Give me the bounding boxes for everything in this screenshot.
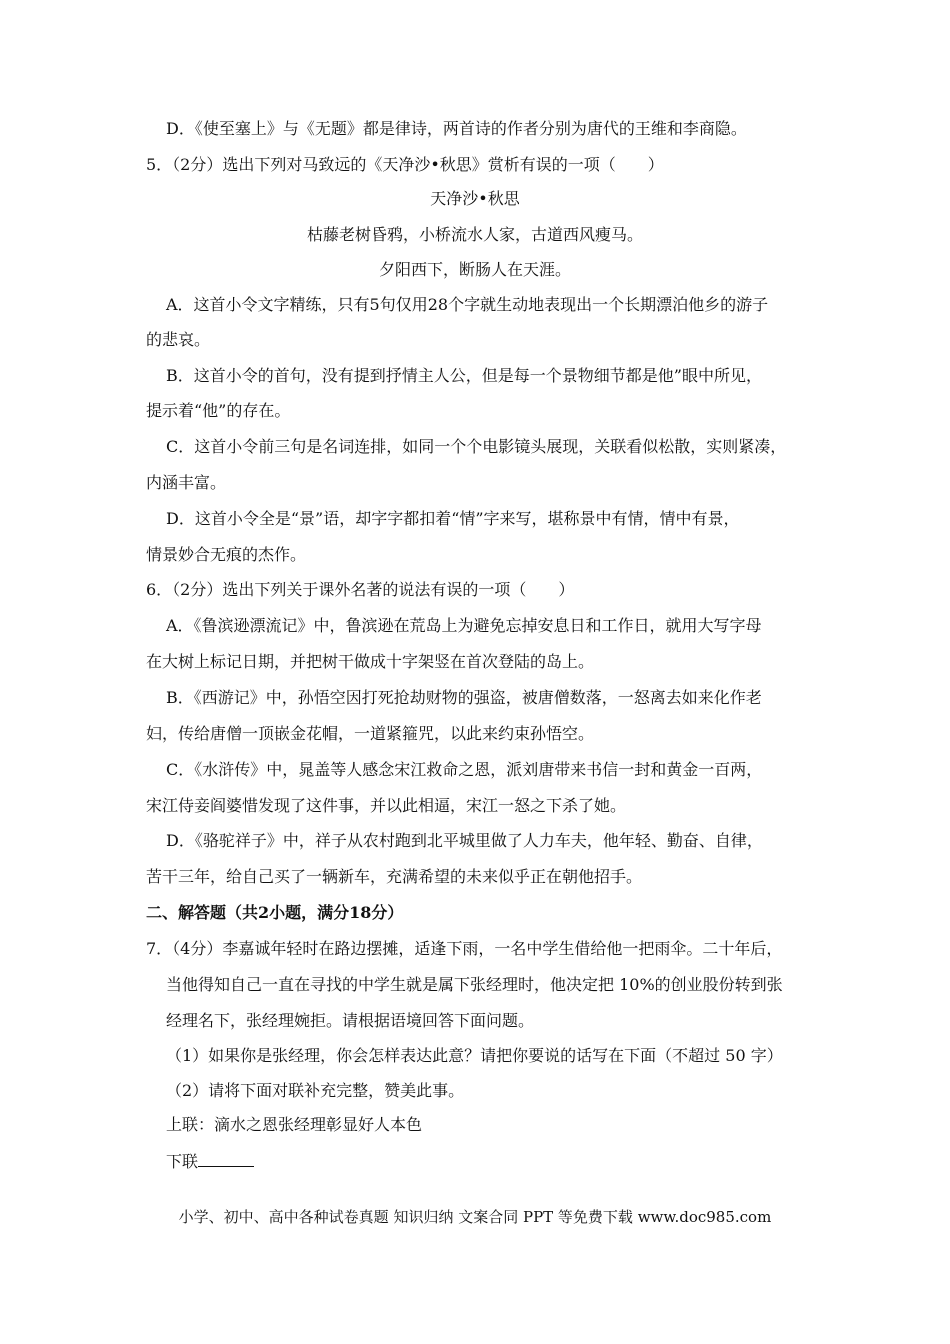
q7-stem-line3: 经理名下，张经理婉拒。请根据语境回答下面问题。 [166,1011,535,1030]
q7-couplet-upper: 上联：滴水之恩张经理彰显好人本色 [166,1115,423,1134]
q6-option-a-line1: A．《鲁滨逊漂流记》中，鲁滨逊在荒岛上为避免忘掉安息日和工作日，就用大写字母 [166,616,762,635]
q5-option-c-line2: 内涵丰富。 [146,473,227,492]
q5-option-a-line2: 的悲哀。 [146,330,211,349]
q5-poem-line1: 枯藤老树昏鸦，小桥流水人家，古道西风瘦马。 [306,225,643,244]
section2-heading: 二、解答题（共2小题，满分18分） [146,903,404,922]
q4-option-d: D．《使至塞上》与《无题》都是律诗，两首诗的作者分别为唐代的王维和李商隐。 [166,119,747,138]
q7-sub2: （2）请将下面对联补充完整，赞美此事。 [166,1081,465,1100]
q7-stem-line1: 7．（4分）李嘉诚年轻时在路边摆摊，适逢下雨，一名中学生借给他一把雨伞。二十年后， [146,939,783,958]
q6-stem: 6．（2分）选出下列关于课外名著的说法有误的一项（ ） [146,580,575,599]
q6-option-b-line1: B．《西游记》中，孙悟空因打死抢劫财物的强盗，被唐僧数落，一怒离去如来化作老 [166,688,762,707]
q5-poem-line2: 夕阳西下，断肠人在天涯。 [378,260,571,279]
q6-option-d-line1: D．《骆驼祥子》中，祥子从农村跑到北平城里做了人力车夫，他年轻、勤奋、自律， [166,831,763,850]
q7-sub1: （1）如果你是张经理，你会怎样表达此意？请把你要说的话写在下面（不超过 50 字） [166,1046,783,1065]
q5-option-b-line2: 提示着“他”的存在。 [146,401,291,420]
page-footer: 小学、初中、高中各种试卷真题 知识归纳 文案合同 PPT 等免费下载 www.doc985.com [178,1208,772,1226]
q5-option-d-line1: D．这首小令全是“景”语，却字字都扣着“情”字来写，堪称景中有情，情中有景， [166,509,740,528]
q6-option-d-line2: 苦干三年，给自己买了一辆新车，充满希望的未来似乎正在朝他招手。 [146,867,643,886]
q5-option-d-line2: 情景妙合无痕的杰作。 [146,545,307,564]
q6-option-a-line2: 在大树上标记日期，并把树干做成十字架竖在首次登陆的岛上。 [146,652,595,671]
q5-stem: 5．（2分）选出下列对马致远的《天净沙•秋思》赏析有误的一项（ ） [146,155,664,174]
q5-option-c-line1: C．这首小令前三句是名词连排，如同一个个电影镜头展现，关联看似松散，实则紧凑， [166,437,787,456]
q6-option-c-line2: 宋江侍妾阎婆惜发现了这件事，并以此相逼，宋江一怒之下杀了她。 [146,796,627,815]
q5-poem-title: 天净沙•秋思 [430,189,520,208]
q6-option-c-line1: C．《水浒传》中，晁盖等人感念宋江救命之恩，派刘唐带来书信一封和黄金一百两， [166,760,763,779]
q7-stem-line2: 当他得知自己一直在寻找的中学生就是属下张经理时，他决定把 10%的创业股份转到张 [166,975,783,994]
q7-couplet-lower [166,1150,254,1173]
q5-option-b-line1: B．这首小令的首句，没有提到抒情主人公，但是每一个景物细节都是他”眼中所见， [166,366,762,385]
q6-option-b-line2: 妇，传给唐僧一顶嵌金花帽，一道紧箍咒，以此来约束孙悟空。 [146,724,595,743]
couplet-lower-label: 下联 [166,1152,199,1171]
answer-blank[interactable] [198,1150,254,1167]
q5-option-a-line1: A．这首小令文字精练，只有5句仅用28个字就生动地表现出一个长期漂泊他乡的游子 [166,295,769,314]
